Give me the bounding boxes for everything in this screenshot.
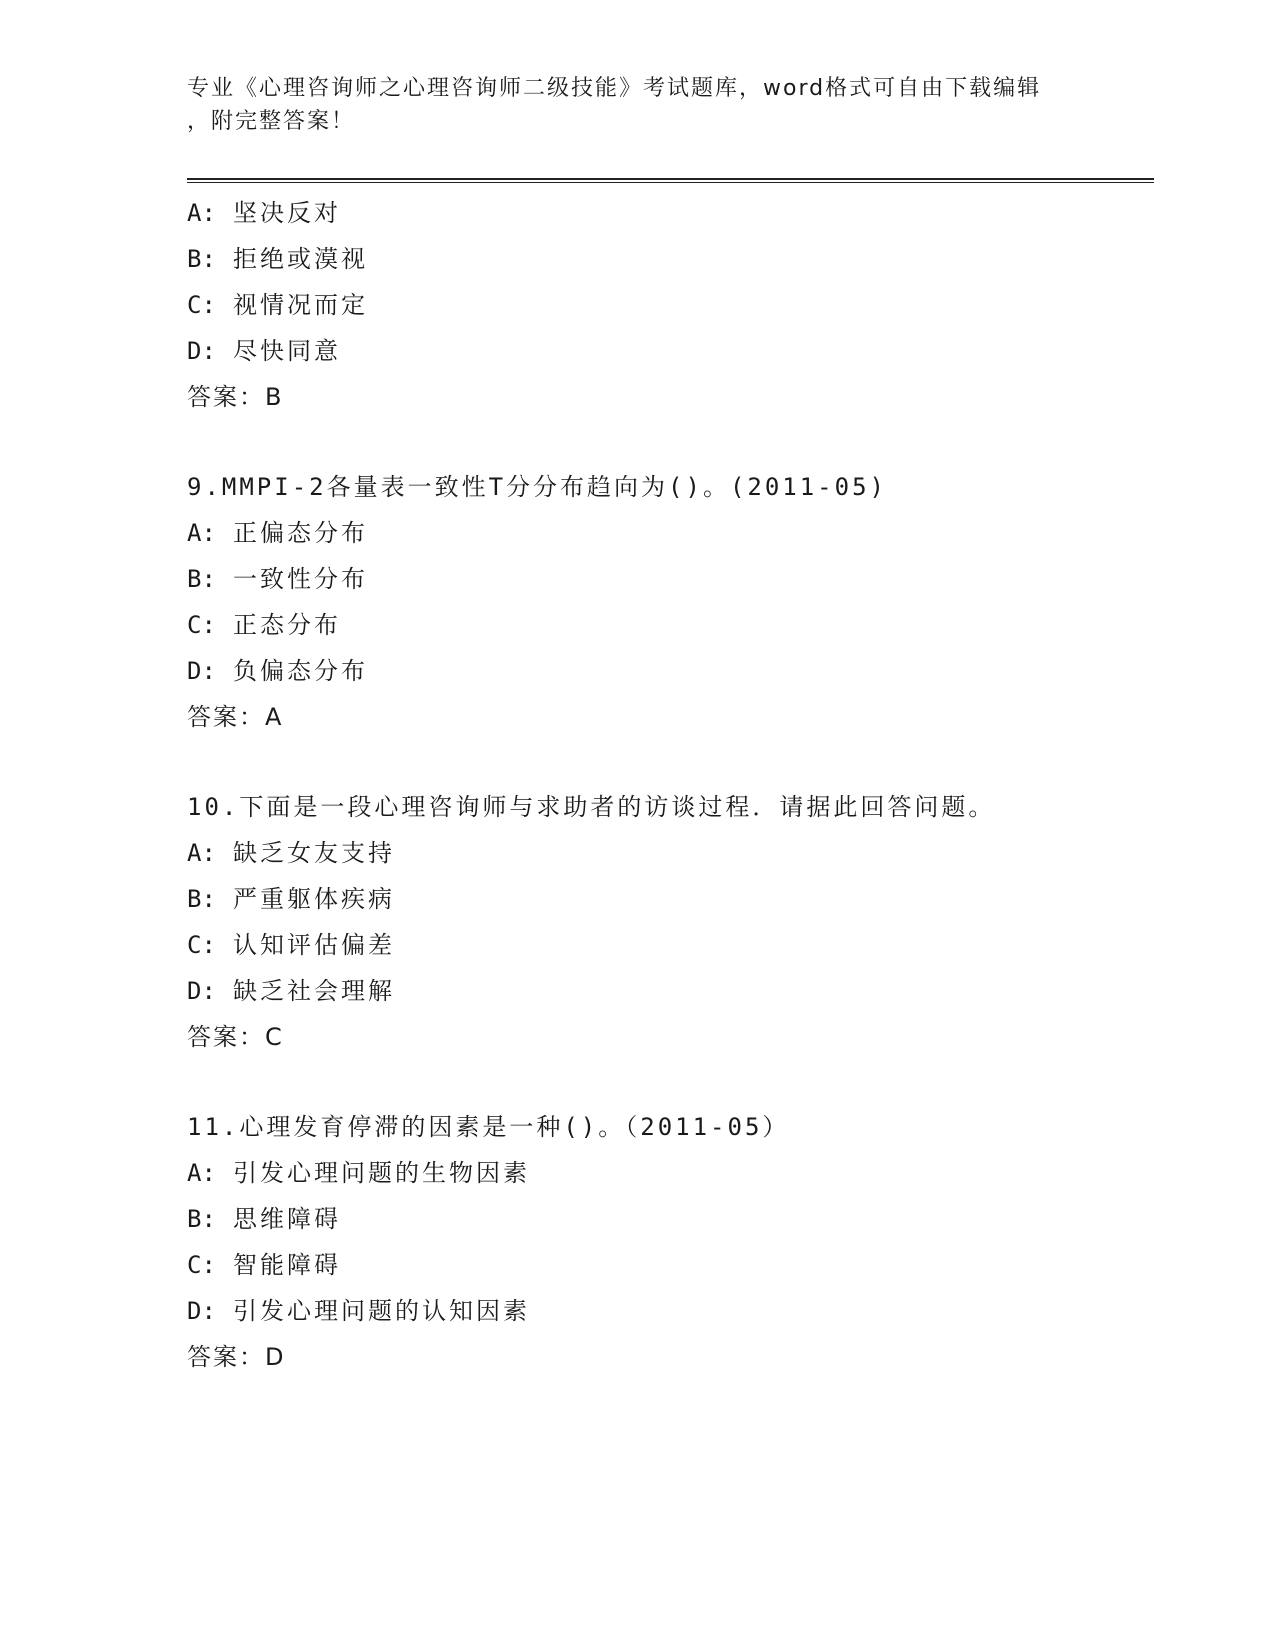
question-9 <box>187 464 1147 740</box>
answer-line: 答案：C <box>187 1023 284 1051</box>
option-text: 引发心理问题的认知因素 <box>233 1297 530 1325</box>
question-11 <box>187 1104 1147 1380</box>
option-text: 认知评估偏差 <box>233 931 395 959</box>
option-d <box>187 328 1147 374</box>
option-letter: B: <box>187 565 216 593</box>
option-letter: D: <box>187 337 216 365</box>
option-letter: B: <box>187 245 216 273</box>
option-letter: A: <box>187 1159 216 1187</box>
option-text: 尽快同意 <box>233 337 341 365</box>
option-letter: D: <box>187 977 216 1005</box>
question-list <box>187 190 1147 1380</box>
option-text: 视情况而定 <box>233 291 368 319</box>
option-d <box>187 648 1147 694</box>
option-b <box>187 236 1147 282</box>
question-stem: 9.MMPI-2各量表一致性T分分布趋向为()。(2011-05) <box>187 473 887 501</box>
option-c <box>187 282 1147 328</box>
option-letter: B: <box>187 1205 216 1233</box>
option-b <box>187 556 1147 602</box>
option-letter: C: <box>187 291 216 319</box>
option-letter: B: <box>187 885 216 913</box>
option-text: 一致性分布 <box>233 565 368 593</box>
question-10 <box>187 784 1147 1060</box>
option-a <box>187 190 1147 236</box>
option-text: 缺乏女友支持 <box>233 839 395 867</box>
option-letter: D: <box>187 657 216 685</box>
option-letter: C: <box>187 931 216 959</box>
option-letter: C: <box>187 611 216 639</box>
option-b <box>187 876 1147 922</box>
option-text: 缺乏社会理解 <box>233 977 395 1005</box>
option-text: 正偏态分布 <box>233 519 368 547</box>
question-stem: 11.心理发育停滞的因素是一种()。（2011-05） <box>187 1113 790 1141</box>
option-a <box>187 830 1147 876</box>
option-letter: D: <box>187 1297 216 1325</box>
header-divider <box>187 178 1154 183</box>
option-d <box>187 968 1147 1014</box>
option-text: 坚决反对 <box>233 199 341 227</box>
answer-line: 答案：B <box>187 383 284 411</box>
answer-line: 答案：D <box>187 1343 286 1371</box>
header-line-2: ，附完整答案！ <box>187 109 356 134</box>
option-text: 正态分布 <box>233 611 341 639</box>
question-8 <box>187 190 1147 420</box>
option-c <box>187 1242 1147 1288</box>
option-c <box>187 602 1147 648</box>
option-a <box>187 510 1147 556</box>
option-letter: A: <box>187 839 216 867</box>
option-text: 拒绝或漠视 <box>233 245 368 273</box>
header-line-1: 专业《心理咨询师之心理咨询师二级技能》考试题库，word格式可自由下载编辑 <box>187 76 1042 101</box>
option-text: 智能障碍 <box>233 1251 341 1279</box>
question-stem: 10.下面是一段心理咨询师与求助者的访谈过程．请据此回答问题。 <box>187 793 996 821</box>
option-letter: A: <box>187 519 216 547</box>
option-a <box>187 1150 1147 1196</box>
document-header <box>187 72 1067 138</box>
option-text: 思维障碍 <box>233 1205 341 1233</box>
option-b <box>187 1196 1147 1242</box>
option-d <box>187 1288 1147 1334</box>
option-letter: C: <box>187 1251 216 1279</box>
answer-line: 答案：A <box>187 703 284 731</box>
option-text: 严重躯体疾病 <box>233 885 395 913</box>
option-text: 引发心理问题的生物因素 <box>233 1159 530 1187</box>
option-text: 负偏态分布 <box>233 657 368 685</box>
option-letter: A: <box>187 199 216 227</box>
option-c <box>187 922 1147 968</box>
